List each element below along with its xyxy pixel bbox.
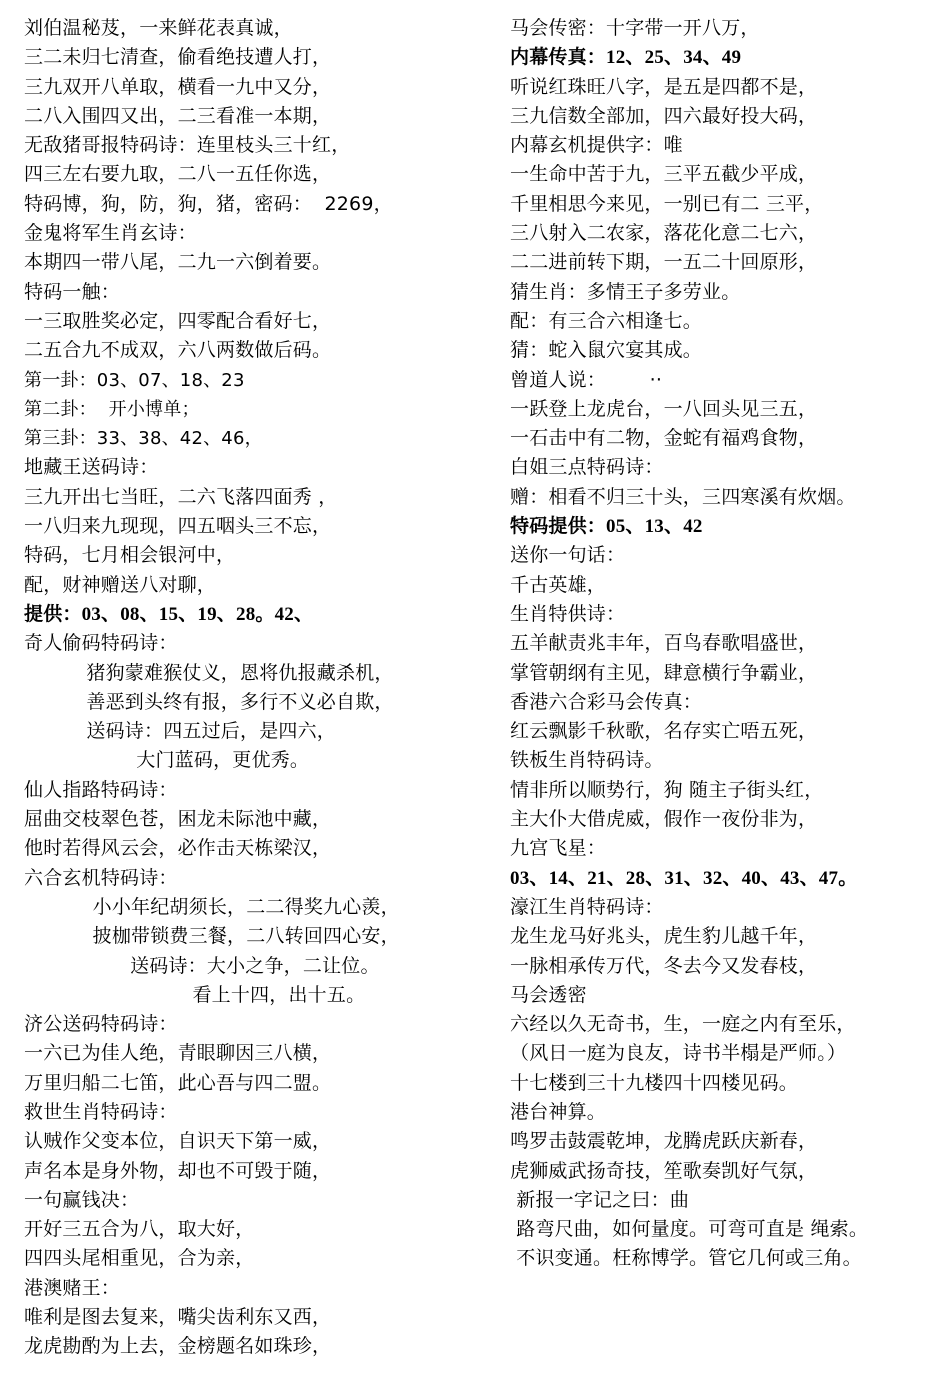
text-line: 十七楼到三十九楼四十四楼见码。 xyxy=(510,1071,799,1094)
text-line: 四三左右要九取，二八一五任你选， xyxy=(24,163,332,186)
text-line: 特码博，狗，防，狗，猪，密码： 2269， xyxy=(24,192,393,215)
text-line: 六合玄机特码诗： xyxy=(24,866,178,889)
text-line: 第一卦：03、07、18、23 xyxy=(24,369,245,391)
text-line: 鸣罗击鼓震乾坤，龙腾虎跃庆新春， xyxy=(510,1130,818,1153)
text-line: 屈曲交枝翠色苍，困龙未际池中藏， xyxy=(24,808,332,831)
text-line: 一生命中苦于九，三平五截少平成， xyxy=(510,163,818,186)
text-line: 马会传密：十字带一开八万， xyxy=(510,17,760,39)
text-line: 听说红珠旺八字，是五是四都不是， xyxy=(510,75,818,98)
text-line: 猪狗蒙难猴仗义，恩将仇报藏杀机， xyxy=(24,661,394,684)
text-line: 大门蓝码，更优秀。 xyxy=(24,749,310,772)
text-line: 九宫飞星： xyxy=(510,837,607,860)
text-line: （风日一庭为良友，诗书半榻是严师。） xyxy=(510,1042,847,1065)
text-line: 三二未归七清查，偷看绝技遭人打， xyxy=(24,46,332,69)
right-column xyxy=(510,14,930,1274)
text-line: 送你一句话： xyxy=(510,544,626,567)
text-line: 千里相思今来见，一别已有二 三平， xyxy=(510,192,824,215)
text-line: 小小年纪胡须长，二二得奖九心羡， xyxy=(24,895,400,918)
text-line: 一三取胜奖必定，四零配合看好七， xyxy=(24,309,332,332)
text-line: 一六已为佳人绝，青眼聊因三八横， xyxy=(24,1042,332,1065)
text-line: 三八射入二农家，落花化意二七六， xyxy=(510,222,818,245)
text-line: 内幕玄机提供字：唯 xyxy=(510,134,683,157)
text-line: 猜：蛇入鼠穴宴其成。 xyxy=(510,339,703,362)
text-line: 白姐三点特码诗： xyxy=(510,456,664,479)
text-line: 五羊献责兆丰年，百鸟春歌唱盛世， xyxy=(510,632,818,655)
text-line: 新报一字记之曰：曲 xyxy=(510,1188,690,1211)
text-line: 二二进前转下期，一五二十回原形， xyxy=(510,251,818,274)
text-line: 配：有三合六相逢七。 xyxy=(510,309,703,332)
text-line: 红云飘影千秋歌，名存实亡唔五死， xyxy=(510,720,818,743)
text-line: 配，财神赠送八对聊， xyxy=(24,573,217,596)
text-line: 金鬼将军生肖玄诗： xyxy=(24,222,197,245)
text-line: 龙生龙马好兆头，虎生豹儿越千年， xyxy=(510,925,818,948)
text-line: 刘伯温秘芨，一来鲜花表真诚， xyxy=(24,17,293,39)
text-line: 无敌猪哥报特码诗：连里枝头三十红， xyxy=(24,134,351,157)
text-line: 披枷带锁费三餐，二八转回四心安， xyxy=(24,925,400,948)
text-line: 特码提供：05、13、42 xyxy=(510,516,703,538)
text-line: 生肖特供诗： xyxy=(510,602,626,625)
text-line: 二八入围四又出，二三看准一本期， xyxy=(24,104,332,127)
text-line: 铁板生肖特码诗。 xyxy=(510,749,664,772)
text-line: 提供：03、08、15、19、28。42、 xyxy=(24,603,314,625)
text-line: 二五合九不成双，六八两数做后码。 xyxy=(24,339,332,362)
text-line: 曾道人说： ·· xyxy=(510,368,663,391)
text-line: 特码一触： xyxy=(24,280,121,303)
text-line: 认贼作父变本位，自识天下第一威， xyxy=(24,1130,332,1153)
text-line: 三九开出七当旺，二六飞落四面秀 ， xyxy=(24,485,338,508)
text-line: 万里归船二七笛，此心吾与四二盟。 xyxy=(24,1071,332,1094)
text-line: 龙虎勘酌为上去，金榜题名如珠珍， xyxy=(24,1335,332,1358)
text-line: 港台神算。 xyxy=(510,1100,607,1123)
text-line: 六经以久无奇书，生，一庭之内有至乐， xyxy=(510,1013,856,1036)
text-line: 第二卦： 开小博单； xyxy=(24,398,200,420)
text-line: 本期四一带八尾，二九一六倒着要。 xyxy=(24,251,332,274)
text-line: 三九双开八单取，横看一九中又分， xyxy=(24,75,332,98)
text-line: 一脉相承传万代，冬去今又发春枝， xyxy=(510,954,818,977)
text-line: 送码诗：大小之争，二让位。 xyxy=(24,954,380,977)
text-line: 香港六合彩马会传真： xyxy=(510,690,703,713)
text-line: 奇人偷码特码诗： xyxy=(24,632,178,655)
text-line: 他时若得风云会，必作击天栋梁汉， xyxy=(24,837,332,860)
text-line: 一跃登上龙虎台，一八回头见三五， xyxy=(510,397,818,420)
text-line: 一句赢钱决： xyxy=(24,1188,140,1211)
text-line: 看上十四，出十五。 xyxy=(24,983,366,1006)
text-line: 一石击中有二物，金蛇有福鸡食物， xyxy=(510,427,818,450)
text-line: 马会透密 xyxy=(510,983,587,1006)
text-line: 路弯尺曲，如何量度。可弯可直是 绳索。 xyxy=(510,1218,869,1241)
text-line: 地藏王送码诗： xyxy=(24,456,159,479)
left-column xyxy=(24,14,494,1362)
text-line: 声名本是身外物，却也不可毁于随， xyxy=(24,1159,332,1182)
text-line: 第三卦：33、38、42、46， xyxy=(24,428,263,450)
text-line: 一八归来九现现，四五咽头三不忘， xyxy=(24,515,332,538)
text-line: 内幕传真：12、25、34、49 xyxy=(510,47,742,69)
text-line: 三九信数全部加，四六最好投大码， xyxy=(510,104,818,127)
text-line: 虎狮威武扬奇技，笙歌奏凯好气氛， xyxy=(510,1159,818,1182)
text-line: 掌管朝纲有主见，肆意横行争霸业， xyxy=(510,661,818,684)
text-line: 救世生肖特码诗： xyxy=(24,1100,178,1123)
text-line: 不识变通。枉称博学。管它几何或三角。 xyxy=(510,1247,862,1270)
text-line: 情非所以顺势行，狗 随主子街头红， xyxy=(510,778,824,801)
text-line: 濠江生肖特码诗： xyxy=(510,895,664,918)
text-line: 03、14、21、28、31、32、40、43、47。 xyxy=(510,867,858,889)
text-line: 特码，七月相会银河中， xyxy=(24,544,236,567)
text-line: 唯利是图去复来，嘴尖齿利东又西， xyxy=(24,1306,332,1329)
text-line: 仙人指路特码诗： xyxy=(24,778,178,801)
text-line: 千古英雄， xyxy=(510,573,607,596)
text-line: 猜生肖：多情王子多劳业。 xyxy=(510,280,741,303)
text-line: 送码诗：四五过后，是四六， xyxy=(24,720,336,743)
text-line: 善恶到头终有报，多行不义必自欺， xyxy=(24,690,394,713)
text-line: 赠：相看不归三十头，三四寒溪有炊烟。 xyxy=(510,485,856,508)
text-line: 港澳赌王： xyxy=(24,1276,121,1299)
text-line: 主大仆大借虎威，假作一夜份非为， xyxy=(510,808,818,831)
text-line: 四四头尾相重见，合为亲， xyxy=(24,1247,255,1270)
text-line: 开好三五合为八，取大好， xyxy=(24,1218,255,1241)
text-line: 济公送码特码诗： xyxy=(24,1013,178,1036)
